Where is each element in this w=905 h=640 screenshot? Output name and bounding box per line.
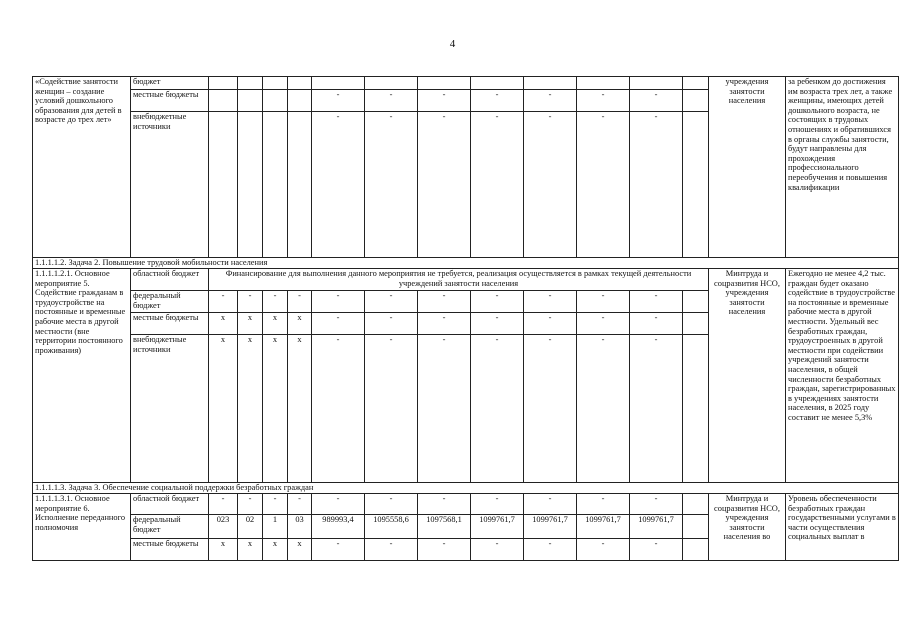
amount: 1097568,1 — [418, 515, 471, 539]
funding-source: местные бюджеты — [131, 313, 209, 335]
page-number: 4 — [449, 38, 456, 50]
table-row: внебюджетные источники - - - - - - - — [33, 112, 899, 258]
executor: Минтруда и соцразвития НСО, учреждения занятости населения во — [709, 494, 786, 561]
amount: 1099761,7 — [471, 515, 524, 539]
table-row — [33, 269, 899, 291]
table-row: внебюджетные источники x x x x - - - - - - - — [33, 335, 899, 483]
executor: учреждения занятости населения — [709, 77, 786, 258]
funding-source: федеральный бюджет — [131, 515, 209, 539]
task-row — [33, 258, 899, 269]
amount: 1095558,6 — [365, 515, 418, 539]
financing-note: Финансирование для выполнения данного мероприятия не требуется, реализация осуществляется в рамках текущей деятельности учреждений занятости населения — [209, 269, 709, 291]
table-row — [33, 77, 899, 90]
amount: 1099761,7 — [524, 515, 577, 539]
funding-source: областной бюджет — [131, 269, 209, 291]
expected-result: Ежегодно не менее 4,2 тыс. граждан будет оказано содействие в трудоустройстве на постоянные и временные рабочие места в другой местности. Удельный вес безработных граждан, трудоустроенных в другой местности при содействии учреждений занятости населения, в общей численности безработных граждан, зарегистрированных в учреждениях занятости населения, в 2025 году составит не менее 5,3% — [786, 269, 899, 483]
expected-result: за ребенком до достижения им возраста трех лет, а также женщины, имеющих детей дошкольного возраста, не состоящих в трудовых отношениях и обратившихся в органы службы занятости, будут направлены для прохождения профессионального переобучения и повышения квалификации — [786, 77, 899, 258]
funding-source: внебюджетные источники — [131, 335, 209, 483]
table-row: 1.1.1.1.3.1. Основное мероприятие 6. Исполнение переданного полномочия областной бюджет - - - - - - - - - - - Минтруда и соцразвития НСО, учреждения занятости населения во Уровень обеспеченности безработных граждан государственными услугами в части осуществления социальных выплат в — [33, 494, 899, 515]
amount: 1099761,7 — [577, 515, 630, 539]
table-row: местные бюджеты - - - - - - - — [33, 90, 899, 112]
funding-source: областной бюджет — [131, 494, 209, 515]
table-row: местные бюджеты x x x x - - - - - - - — [33, 313, 899, 335]
event-name: «Содействие занятости женщин – создание условий дошкольного образования для детей в возрасте до трех лет» — [33, 77, 131, 258]
task-heading: 1.1.1.1.2. Задача 2. Повышение трудовой мобильности населения — [33, 258, 899, 269]
funding-source: местные бюджеты — [131, 90, 209, 112]
funding-source: местные бюджеты — [131, 539, 209, 561]
table-row: местные бюджеты x x x x - - - - - - - — [33, 539, 899, 561]
funding-source: бюджет — [131, 77, 209, 90]
expected-result: Уровень обеспеченности безработных граждан государственными услугами в части осуществления социальных выплат в — [786, 494, 899, 561]
table-row: федеральный бюджет 023 02 1 03 989993,4 1095558,6 1097568,1 1099761,7 1099761,7 1099761,7 1099761,7 — [33, 515, 899, 539]
event-name: 1.1.1.1.3.1. Основное мероприятие 6. Исполнение переданного полномочия — [33, 494, 131, 561]
table-row: федеральный бюджет - - - - - - - - - - - — [33, 291, 899, 313]
amount: 1099761,7 — [630, 515, 683, 539]
amount: 989993,4 — [312, 515, 365, 539]
task-heading: 1.1.1.1.3. Задача 3. Обеспечение социальной поддержки безработных граждан — [33, 483, 899, 494]
executor: Минтруда и соцразвития НСО, учреждения занятости населения — [709, 269, 786, 483]
funding-source: внебюджетные источники — [131, 112, 209, 258]
program-table — [32, 76, 899, 561]
event-name: 1.1.1.1.2.1. Основное мероприятие 5. Содействие гражданам в трудоустройстве на постоянные и временные рабочие места в другой местности (вне территории постоянного проживания) — [33, 269, 131, 483]
funding-source: федеральный бюджет — [131, 291, 209, 313]
task-row — [33, 483, 899, 494]
